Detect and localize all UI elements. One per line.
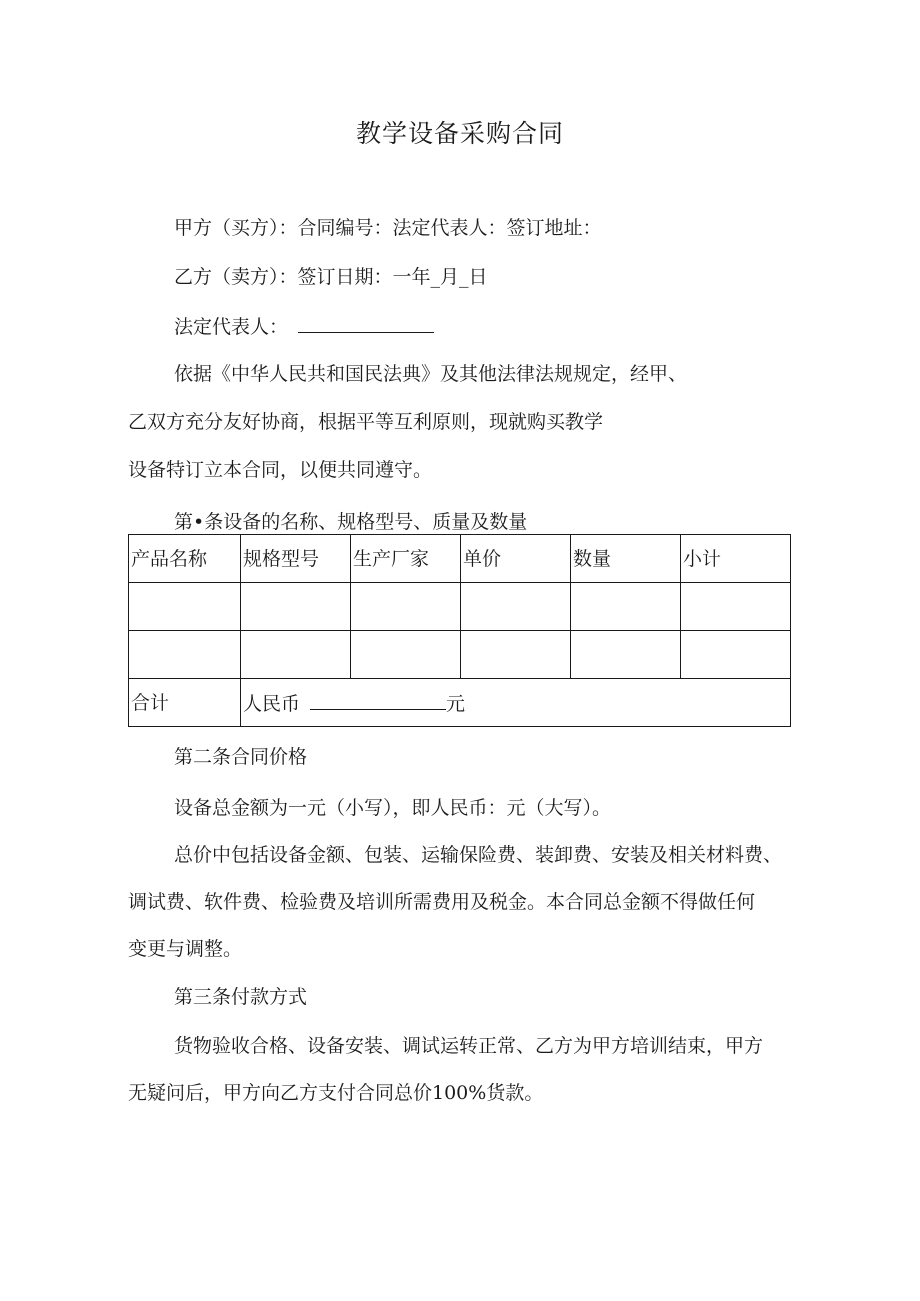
table-cell bbox=[461, 583, 571, 631]
party-a-line: 甲方（买方）：合同编号：法定代表人：签订地址： bbox=[174, 217, 602, 239]
header-subtotal: 小计 bbox=[681, 535, 791, 583]
total-prefix: 人民币 bbox=[243, 693, 301, 715]
article-3-line-2: 无疑问后，甲方向乙方支付合同总价100%货款。 bbox=[128, 1082, 544, 1104]
article-2-line-2: 总价中包括设备金额、包装、运输保险费、装卸费、安装及相关材料费、 bbox=[174, 844, 783, 866]
total-amount-blank bbox=[310, 691, 446, 710]
table-cell bbox=[351, 583, 461, 631]
article-1-heading: 第•条设备的名称、规格型号、质量及数量 bbox=[174, 511, 528, 533]
table-row bbox=[129, 583, 791, 631]
table-cell bbox=[681, 631, 791, 679]
article-2-heading: 第二条合同价格 bbox=[174, 746, 308, 768]
table-cell bbox=[129, 631, 241, 679]
table-cell bbox=[571, 631, 681, 679]
total-amount-cell bbox=[241, 679, 791, 727]
header-product-name: 产品名称 bbox=[129, 535, 241, 583]
table-cell bbox=[241, 583, 351, 631]
intro-line-3: 设备特订立本合同，以便共同遵守。 bbox=[128, 459, 433, 481]
table-cell bbox=[461, 631, 571, 679]
article-3-heading: 第三条付款方式 bbox=[174, 986, 308, 1008]
article-2-line-1: 设备总金额为一元（小写），即人民币：元（大写）。 bbox=[174, 797, 612, 819]
table-header-row bbox=[129, 535, 791, 583]
article-2-line-3: 调试费、软件费、检验费及培训所需费用及税金。本合同总金额不得做任何 bbox=[128, 891, 756, 913]
equipment-table bbox=[128, 534, 791, 727]
header-quantity: 数量 bbox=[571, 535, 681, 583]
legal-rep-label: 法定代表人： bbox=[174, 316, 289, 338]
article-2-line-4: 变更与调整。 bbox=[128, 938, 243, 960]
table-row bbox=[129, 631, 791, 679]
total-label: 合计 bbox=[129, 679, 241, 727]
intro-line-1: 依据《中华人民共和国民法典》及其他法律法规规定，经甲、 bbox=[174, 363, 688, 385]
total-suffix: 元 bbox=[446, 693, 466, 715]
header-spec-model: 规格型号 bbox=[241, 535, 351, 583]
table-cell bbox=[571, 583, 681, 631]
table-cell bbox=[241, 631, 351, 679]
party-b-line: 乙方（卖方）：签订日期：一年_月_日 bbox=[174, 266, 488, 288]
table-total-row bbox=[129, 679, 791, 727]
table-cell bbox=[351, 631, 461, 679]
table-cell bbox=[681, 583, 791, 631]
legal-representative-line bbox=[174, 314, 434, 339]
table-cell bbox=[129, 583, 241, 631]
intro-line-2: 乙双方充分友好协商，根据平等互利原则，现就购买教学 bbox=[128, 411, 604, 433]
header-unit-price: 单价 bbox=[461, 535, 571, 583]
document-title: 教学设备采购合同 bbox=[355, 119, 564, 148]
article-3-line-1: 货物验收合格、设备安装、调试运转正常、乙方为甲方培训结束，甲方 bbox=[174, 1035, 764, 1057]
legal-rep-blank bbox=[298, 314, 434, 333]
header-manufacturer: 生产厂家 bbox=[351, 535, 461, 583]
